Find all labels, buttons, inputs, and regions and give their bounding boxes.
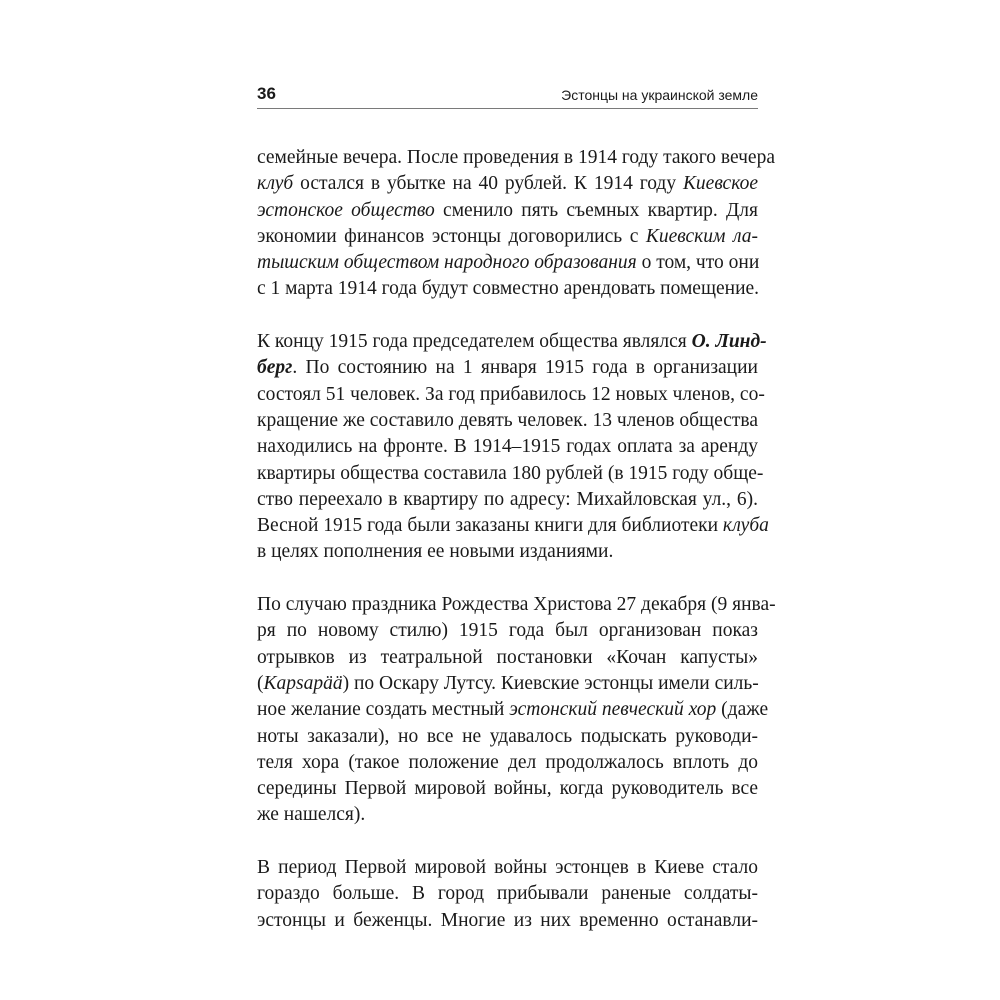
italic-text-run: эстонский певческий хор <box>509 699 717 721</box>
text-line <box>257 881 758 907</box>
text-line <box>257 908 758 934</box>
italic-text-run: клуба <box>722 515 769 537</box>
text-run: квартиры общества составила 180 рублей (в 1915 году обще- <box>257 462 764 484</box>
text-run: в целях пополнения ее новыми изданиями. <box>257 541 614 563</box>
paragraph <box>257 145 775 303</box>
text-line <box>257 329 767 355</box>
text-run: сменило пять съемных квартир. Для <box>434 199 759 221</box>
text-line <box>257 145 775 171</box>
running-head: Эстонцы на украинской земле <box>561 87 758 103</box>
text-run: семейные вечера. После проведения в 1914 году такого вечера <box>257 147 775 168</box>
text-line <box>257 697 769 723</box>
italic-text-run: тышским обществом народного образования <box>257 252 637 274</box>
italic-text-run: Киевское <box>682 173 758 195</box>
text-line <box>257 382 765 408</box>
text-line <box>257 592 776 618</box>
text-run: В период Первой мировой войны эстонцев в Киеве стало <box>257 857 758 879</box>
text-run: ( <box>257 672 264 694</box>
text-line <box>257 276 758 302</box>
text-line <box>257 539 758 565</box>
text-run: с 1 марта 1914 года будут совместно арендовать помещение. <box>257 278 760 300</box>
text-run: Весной 1915 года были заказаны книги для библиотеки <box>257 515 723 537</box>
text-run: состоял 51 человек. За год прибавилось 12 новых членов, со- <box>257 383 765 405</box>
text-line <box>257 250 758 276</box>
text-run: . По состоянию на 1 января 1915 года в организации <box>292 357 758 379</box>
text-run: гораздо больше. В город прибывали раненые солдаты- <box>257 883 758 905</box>
text-run: же нашелся). <box>257 804 366 826</box>
text-line <box>257 461 764 487</box>
text-run: отрывков из театральной постановки «Кочан капусты» <box>257 646 758 668</box>
text-run: эстонцы и беженцы. Многие из них временно останавли- <box>257 909 758 931</box>
bold-italic-text-run: берг <box>257 357 293 379</box>
italic-text-run: Киевским ла- <box>645 225 758 247</box>
text-run: ное желание создать местный <box>257 699 510 721</box>
text-line <box>257 513 769 539</box>
text-line <box>257 618 758 644</box>
italic-text-run: клуб <box>257 173 294 195</box>
text-line <box>257 198 758 224</box>
text-line <box>257 724 758 750</box>
text-run: К концу 1915 года председателем общества являлся <box>257 331 692 353</box>
text-run: ) по Оскару Лутсу. Киевские эстонцы имели силь- <box>342 672 759 694</box>
paragraph <box>257 329 769 566</box>
text-run: середины Первой мировой войны, когда руководитель все <box>257 778 758 800</box>
text-line <box>257 355 758 381</box>
text-line <box>257 434 758 460</box>
italic-text-run: Kapsapää <box>263 672 343 694</box>
text-run: остался в убытке на 40 рублей. К 1914 году <box>293 173 683 195</box>
text-line <box>257 855 758 881</box>
paragraph <box>257 855 758 934</box>
text-run: находились на фронте. В 1914–1915 годах оплата за аренду <box>257 436 758 458</box>
text-line <box>257 776 758 802</box>
page-header <box>257 80 758 109</box>
text-run: ство переехало в квартиру по адресу: Михайловская ул., 6). <box>257 488 758 510</box>
text-line <box>257 224 758 250</box>
text-line <box>257 750 758 776</box>
text-run: теля хора (такое положение дел продолжалось вплоть до <box>257 751 758 773</box>
text-line <box>257 408 758 434</box>
text-run: экономии финансов эстонцы договорились с <box>257 225 646 247</box>
text-line <box>257 171 758 197</box>
text-run: кращение же составило девять человек. 13 членов общества <box>257 409 758 431</box>
paragraph <box>257 592 776 829</box>
italic-text-run: эстонское общество <box>257 199 435 221</box>
text-line <box>257 645 758 671</box>
text-run: о том, что они <box>636 252 760 274</box>
text-line <box>257 802 758 828</box>
text-line <box>257 487 758 513</box>
text-run: ря по новому стилю) 1915 года был организован показ <box>257 620 758 642</box>
text-run: (даже <box>716 699 769 721</box>
page-number: 36 <box>257 84 276 103</box>
text-run: По случаю праздника Рождества Христова 27 декабря (9 янва- <box>257 594 776 616</box>
text-line <box>257 671 758 697</box>
body-text <box>257 145 776 934</box>
bold-italic-text-run: О. Линд- <box>691 331 767 353</box>
text-run: ноты заказали), но все не удавалось подыскать руководи- <box>257 725 758 747</box>
